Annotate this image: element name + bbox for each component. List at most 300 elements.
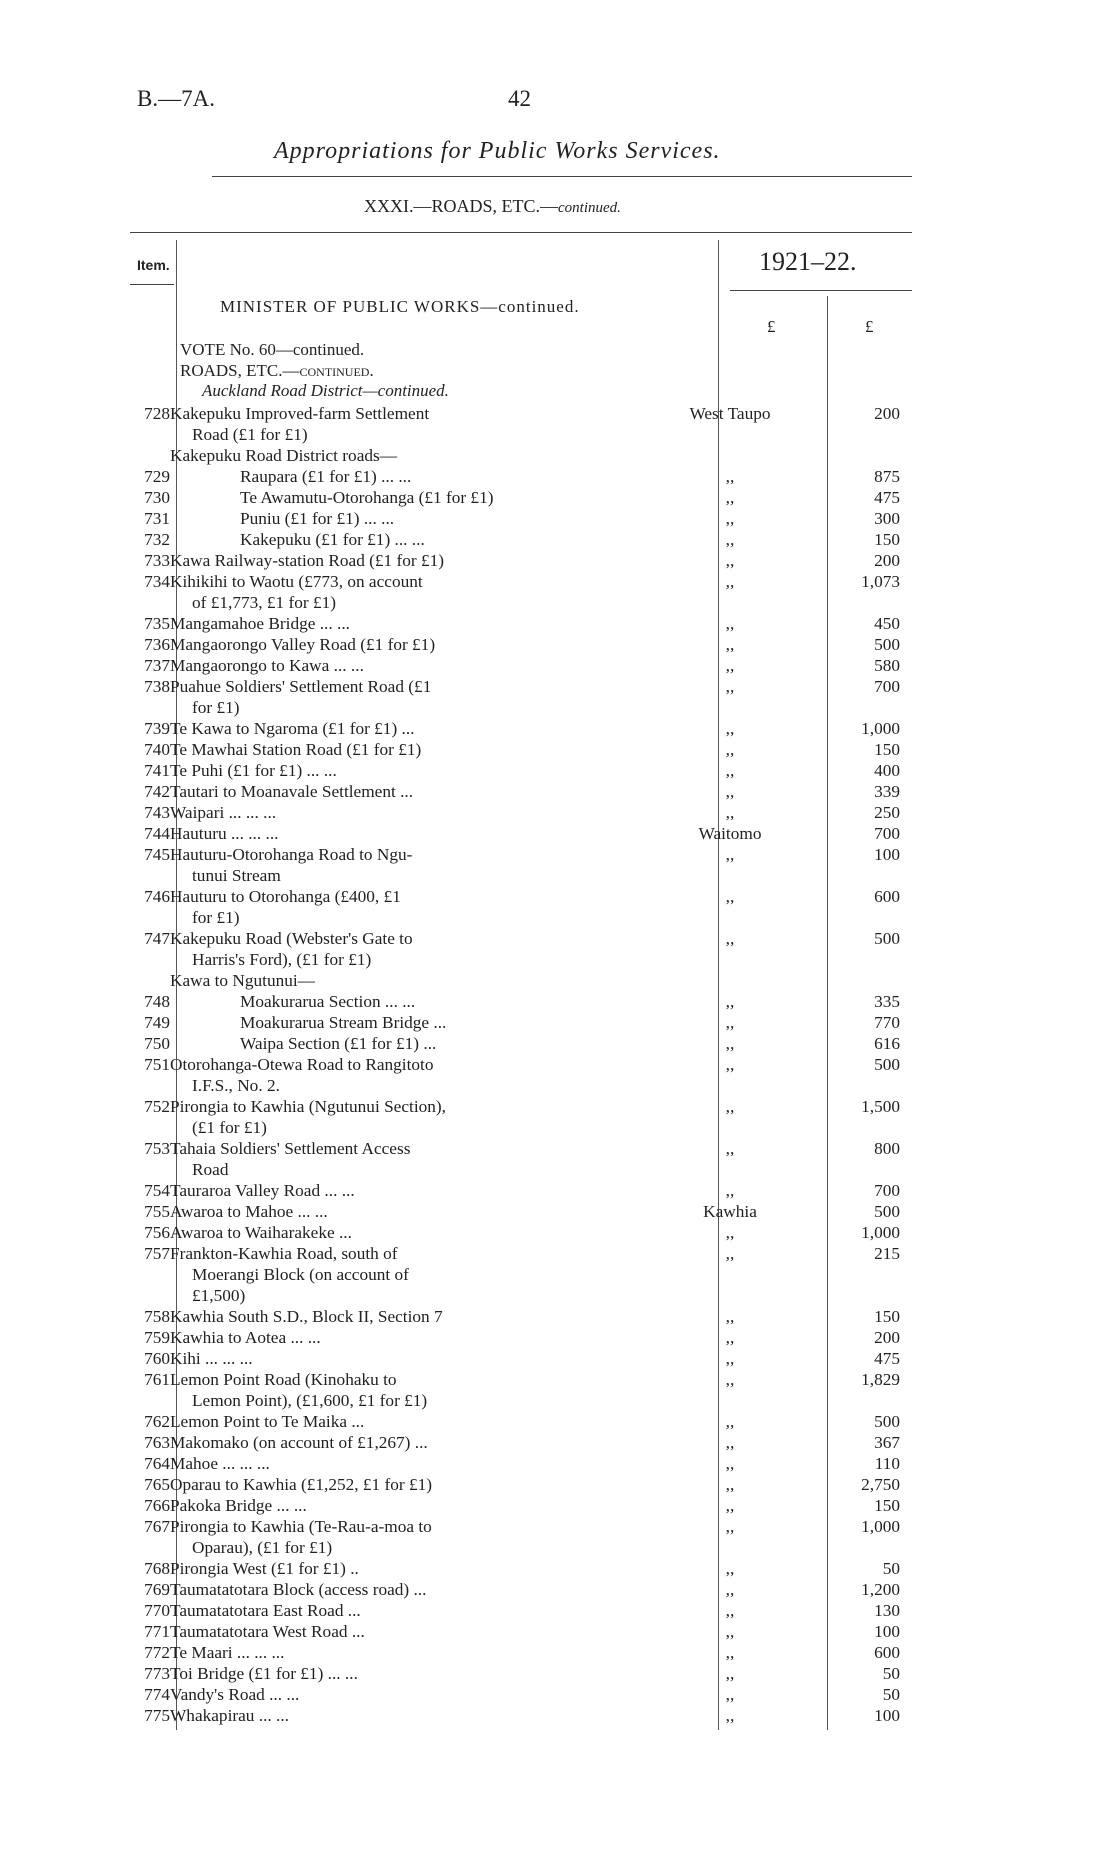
- roads-heading: ROADS, ETC.—continued.: [180, 361, 374, 380]
- electoral-district: ,,: [725, 1517, 735, 1536]
- item-number: 761: [144, 1370, 170, 1389]
- year-header-rule: [730, 290, 912, 291]
- electoral-district: ,,: [725, 1349, 735, 1368]
- item-description: [170, 1495, 670, 1516]
- electoral-district: ,,: [725, 551, 735, 570]
- electoral-district: ,,: [725, 1013, 735, 1032]
- amount: 150: [874, 740, 900, 759]
- electoral-district: ,,: [725, 1370, 735, 1389]
- amount: 475: [874, 488, 900, 507]
- item-number: 764: [144, 1454, 170, 1473]
- item-number: 728: [144, 404, 170, 423]
- item-number: 754: [144, 1181, 170, 1200]
- item-number: 753: [144, 1139, 170, 1158]
- description-line: Raupara (£1 for £1) ... ...: [240, 467, 412, 486]
- item-number: 765: [144, 1475, 170, 1494]
- table-row: [130, 634, 900, 655]
- item-number: 734: [144, 572, 170, 591]
- item-description: [170, 634, 670, 655]
- amount: 1,000: [861, 719, 900, 738]
- year-column-header: 1921–22.: [759, 247, 857, 276]
- electoral-district: ,,: [725, 1181, 735, 1200]
- table-row: [130, 1054, 900, 1096]
- item-number: 729: [144, 467, 170, 486]
- item-description: [170, 844, 670, 886]
- amount: 100: [874, 1622, 900, 1641]
- item-description: [170, 1558, 670, 1579]
- table-row: [130, 718, 900, 739]
- description-line: Moakurarua Stream Bridge ...: [240, 1013, 447, 1032]
- description-continuation: Road (£1 for £1): [192, 425, 308, 444]
- description-line: Pirongia West (£1 for £1) ..: [170, 1559, 359, 1578]
- item-number: 739: [144, 719, 170, 738]
- electoral-district: ,,: [725, 509, 735, 528]
- table-row: [130, 1705, 900, 1726]
- item-description: [170, 823, 670, 844]
- amount: 700: [874, 677, 900, 696]
- description-line: Mangaorongo Valley Road (£1 for £1): [170, 635, 436, 654]
- table-row: [130, 1558, 900, 1579]
- description-line: Lemon Point Road (Kinohaku to: [170, 1370, 397, 1389]
- item-number: 749: [144, 1013, 170, 1032]
- description-line: Te Puhi (£1 for £1) ... ...: [170, 761, 337, 780]
- item-number: 741: [144, 761, 170, 780]
- item-description: [170, 1516, 670, 1558]
- table-row: [130, 1096, 900, 1138]
- description-line: Hauturu to Otorohanga (£400, £1: [170, 887, 401, 906]
- item-description: [170, 466, 670, 487]
- electoral-district: ,,: [725, 992, 735, 1011]
- amount: 500: [874, 1055, 900, 1074]
- item-number: [130, 970, 170, 991]
- item-description: [170, 1684, 670, 1705]
- electoral-district: ,,: [725, 530, 735, 549]
- description-line: Whakapirau ... ...: [170, 1706, 290, 1725]
- amount: 500: [874, 635, 900, 654]
- description-line: Puahue Soldiers' Settlement Road (£1: [170, 677, 432, 696]
- description-line: Toi Bridge (£1 for £1) ... ...: [170, 1664, 358, 1683]
- item-number: 767: [144, 1517, 170, 1536]
- electoral-district: ,,: [725, 1643, 735, 1662]
- description-line: Tautari to Moanavale Settlement ...: [170, 782, 414, 801]
- description-line: Otorohanga-Otewa Road to Rangitoto: [170, 1055, 434, 1074]
- table-row: [130, 1642, 900, 1663]
- amount: 2,750: [861, 1475, 900, 1494]
- description-line: Pirongia to Kawhia (Te-Rau-a-moa to: [170, 1517, 432, 1536]
- electoral-district: ,,: [725, 845, 735, 864]
- electoral-district: ,,: [725, 803, 735, 822]
- item-number: 772: [144, 1643, 170, 1662]
- table-row: [130, 739, 900, 760]
- description-continuation: Lemon Point), (£1,600, £1 for £1): [192, 1391, 428, 1410]
- electoral-district: West Taupo: [689, 404, 771, 423]
- item-number: 745: [144, 845, 170, 864]
- description-continuation: Moerangi Block (on account of: [192, 1265, 409, 1284]
- amount: 339: [874, 782, 900, 801]
- item-description: [170, 508, 670, 529]
- table-row: [130, 1138, 900, 1180]
- electoral-district: ,,: [725, 614, 735, 633]
- description-continuation: Road: [192, 1160, 229, 1179]
- item-number: [130, 445, 170, 466]
- item-number: 771: [144, 1622, 170, 1641]
- item-number: 763: [144, 1433, 170, 1452]
- district-heading: Auckland Road District—continued.: [202, 381, 449, 400]
- description-line: Kawhia South S.D., Block II, Section 7: [170, 1307, 443, 1326]
- electoral-district: ,,: [725, 1580, 735, 1599]
- page-title: Appropriations for Public Works Services.: [274, 138, 721, 164]
- description-line: Makomako (on account of £1,267) ...: [170, 1433, 428, 1452]
- table-row: [130, 844, 900, 886]
- item-number: 731: [144, 509, 170, 528]
- description-line: Kakepuku Improved-farm Settlement: [170, 404, 430, 423]
- table-row: [130, 1201, 900, 1222]
- electoral-district: ,,: [725, 572, 735, 591]
- amount: 700: [874, 824, 900, 843]
- item-description: [170, 571, 670, 613]
- item-number: 775: [144, 1706, 170, 1725]
- electoral-district: ,,: [725, 656, 735, 675]
- amount: 500: [874, 1202, 900, 1221]
- item-description: [170, 1243, 670, 1306]
- description-line: Tahaia Soldiers' Settlement Access: [170, 1139, 411, 1158]
- amount: 500: [874, 1412, 900, 1431]
- table-row: [130, 1495, 900, 1516]
- item-description: [170, 1201, 670, 1222]
- description-line: Moakurarua Section ... ...: [240, 992, 416, 1011]
- table-row: [130, 550, 900, 571]
- amount: 100: [874, 1706, 900, 1725]
- table-row: [130, 1453, 900, 1474]
- amount: 200: [874, 551, 900, 570]
- description-line: Hauturu ... ... ...: [170, 824, 279, 843]
- minister-heading: MINISTER OF PUBLIC WORKS—continued.: [220, 297, 580, 316]
- amount: 1,000: [861, 1517, 900, 1536]
- description-line: Te Mawhai Station Road (£1 for £1): [170, 740, 422, 759]
- description-line: Mahoe ... ... ...: [170, 1454, 270, 1473]
- item-number: 730: [144, 488, 170, 507]
- page-number: 42: [508, 86, 531, 111]
- electoral-district: ,,: [725, 1244, 735, 1263]
- item-number: 756: [144, 1223, 170, 1242]
- amount: 150: [874, 530, 900, 549]
- electoral-district: ,,: [725, 1055, 735, 1074]
- amount: 580: [874, 656, 900, 675]
- electoral-district: ,,: [725, 782, 735, 801]
- table-row: [130, 1684, 900, 1705]
- pound-header-1: £: [767, 317, 776, 336]
- item-number: 750: [144, 1034, 170, 1053]
- table-row: [130, 1621, 900, 1642]
- table-row: [130, 445, 900, 466]
- amount: 200: [874, 1328, 900, 1347]
- electoral-district: ,,: [725, 1454, 735, 1473]
- item-description: [170, 1432, 670, 1453]
- description-line: Waipari ... ... ...: [170, 803, 277, 822]
- table-row: [130, 466, 900, 487]
- amount: 450: [874, 614, 900, 633]
- item-description: [170, 1033, 670, 1054]
- item-number: 773: [144, 1664, 170, 1683]
- item-description: [170, 718, 670, 739]
- amount: 100: [874, 845, 900, 864]
- electoral-district: Kawhia: [703, 1202, 757, 1221]
- table-row: [130, 676, 900, 718]
- item-number: 744: [144, 824, 170, 843]
- electoral-district: ,,: [725, 1706, 735, 1725]
- item-description: [170, 760, 670, 781]
- table-row: [130, 1033, 900, 1054]
- electoral-district: ,,: [725, 1097, 735, 1116]
- item-number: 746: [144, 887, 170, 906]
- amount: 335: [874, 992, 900, 1011]
- item-description: [170, 1054, 670, 1096]
- item-number: 759: [144, 1328, 170, 1347]
- description-line: Awaroa to Waiharakeke ...: [170, 1223, 352, 1242]
- table-row: [130, 529, 900, 550]
- amount: 616: [874, 1034, 900, 1053]
- description-line: Hauturu-Otorohanga Road to Ngu-: [170, 845, 413, 864]
- item-number: 743: [144, 803, 170, 822]
- item-description: [170, 655, 670, 676]
- item-description: [170, 1579, 670, 1600]
- item-number: 742: [144, 782, 170, 801]
- item-number: 757: [144, 1244, 170, 1263]
- item-description: [170, 1138, 670, 1180]
- description-continuation: (£1 for £1): [192, 1118, 267, 1137]
- table-row: [130, 1306, 900, 1327]
- description-line: Kakepuku Road District roads—: [170, 446, 398, 465]
- item-description: [170, 1663, 670, 1684]
- table-row: [130, 886, 900, 928]
- item-description: [170, 1096, 670, 1138]
- electoral-district: ,,: [725, 467, 735, 486]
- table-row: [130, 991, 900, 1012]
- table-row: [130, 655, 900, 676]
- item-description: [170, 1222, 670, 1243]
- description-line: Kihi ... ... ...: [170, 1349, 253, 1368]
- table-row: [130, 1348, 900, 1369]
- item-description: [170, 445, 670, 466]
- item-description: [170, 676, 670, 718]
- electoral-district: ,,: [725, 740, 735, 759]
- electoral-district: ,,: [725, 887, 735, 906]
- table-row: [130, 1180, 900, 1201]
- item-description: [170, 487, 670, 508]
- item-description: [170, 739, 670, 760]
- table-row: [130, 1369, 900, 1411]
- table-row: [130, 403, 900, 445]
- pound-header-2: £: [865, 317, 874, 336]
- title-rule: [212, 176, 912, 177]
- table-row: [130, 1222, 900, 1243]
- description-continuation: of £1,773, £1 for £1): [192, 593, 336, 612]
- description-continuation: I.F.S., No. 2.: [192, 1076, 280, 1095]
- electoral-district: ,,: [725, 1223, 735, 1242]
- amount: 400: [874, 761, 900, 780]
- item-description: [170, 1012, 670, 1033]
- item-number: 762: [144, 1412, 170, 1431]
- amount: [790, 445, 900, 466]
- table-row: [130, 1327, 900, 1348]
- description-line: Frankton-Kawhia Road, south of: [170, 1244, 398, 1263]
- electoral-district: ,,: [725, 677, 735, 696]
- item-description: [170, 1453, 670, 1474]
- amount: 700: [874, 1181, 900, 1200]
- amount: [790, 970, 900, 991]
- description-continuation: tunui Stream: [192, 866, 281, 885]
- amount: 200: [874, 404, 900, 423]
- item-description: [170, 1411, 670, 1432]
- item-number: 738: [144, 677, 170, 696]
- amount: 1,500: [861, 1097, 900, 1116]
- amount: 875: [874, 467, 900, 486]
- item-number: 774: [144, 1685, 170, 1704]
- amount: 215: [874, 1244, 900, 1263]
- description-line: Puniu (£1 for £1) ... ...: [240, 509, 395, 528]
- table-row: [130, 781, 900, 802]
- amount: 50: [882, 1559, 900, 1578]
- electoral-district: Waitomo: [698, 824, 762, 843]
- description-line: Kakepuku Road (Webster's Gate to: [170, 929, 413, 948]
- item-description: [170, 1327, 670, 1348]
- amount: 150: [874, 1307, 900, 1326]
- table-row: [130, 1663, 900, 1684]
- electoral-district: ,,: [725, 1328, 735, 1347]
- item-description: [170, 1600, 670, 1621]
- electoral-district: ,,: [725, 1496, 735, 1515]
- item-number: 737: [144, 656, 170, 675]
- amount: 250: [874, 803, 900, 822]
- item-description: [170, 970, 670, 991]
- description-line: Taumatatotara West Road ...: [170, 1622, 365, 1641]
- electoral-district: ,,: [725, 1034, 735, 1053]
- amount: 600: [874, 1643, 900, 1662]
- amount: 130: [874, 1601, 900, 1620]
- table-row: [130, 1516, 900, 1558]
- description-continuation: Harris's Ford), (£1 for £1): [192, 950, 372, 969]
- table-row: [130, 802, 900, 823]
- electoral-district: ,,: [725, 635, 735, 654]
- description-line: Kihikihi to Waotu (£773, on account: [170, 572, 423, 591]
- amount: 1,200: [861, 1580, 900, 1599]
- amount: 367: [874, 1433, 900, 1452]
- electoral-district: ,,: [725, 1475, 735, 1494]
- description-continuation: for £1): [192, 698, 240, 717]
- amount: 600: [874, 887, 900, 906]
- table-row: [130, 970, 900, 991]
- table-row: [130, 571, 900, 613]
- electoral-district: ,,: [725, 1664, 735, 1683]
- amount: 1,000: [861, 1223, 900, 1242]
- electoral-district: [670, 970, 790, 991]
- item-number: 769: [144, 1580, 170, 1599]
- amount: 770: [874, 1013, 900, 1032]
- vote-heading: VOTE No. 60—continued.: [180, 340, 365, 359]
- item-number: 747: [144, 929, 170, 948]
- description-line: Te Maari ... ... ...: [170, 1643, 285, 1662]
- description-line: Kawa to Ngutunui—: [170, 971, 315, 990]
- item-number: 748: [144, 992, 170, 1011]
- table-row: [130, 1243, 900, 1306]
- electoral-district: ,,: [725, 488, 735, 507]
- item-number: 733: [144, 551, 170, 570]
- description-line: Mangaorongo to Kawa ... ...: [170, 656, 364, 675]
- item-description: [170, 1180, 670, 1201]
- item-number: 736: [144, 635, 170, 654]
- description-continuation: Oparau), (£1 for £1): [192, 1538, 333, 1557]
- table-row: [130, 823, 900, 844]
- table-row: [130, 1432, 900, 1453]
- amount: 1,829: [861, 1370, 900, 1389]
- item-description: [170, 928, 670, 970]
- table-row: [130, 760, 900, 781]
- item-description: [170, 1474, 670, 1495]
- item-description: [170, 1306, 670, 1327]
- item-description: [170, 1348, 670, 1369]
- electoral-district: ,,: [725, 929, 735, 948]
- amount: 1,073: [861, 572, 900, 591]
- description-line: Mangamahoe Bridge ... ...: [170, 614, 350, 633]
- table-row: [130, 613, 900, 634]
- item-number: 758: [144, 1307, 170, 1326]
- electoral-district: ,,: [725, 719, 735, 738]
- item-description: [170, 403, 670, 445]
- item-description: [170, 1642, 670, 1663]
- appropriations-table: [130, 403, 900, 1726]
- table-row: [130, 1474, 900, 1495]
- item-description: [170, 991, 670, 1012]
- item-number: 735: [144, 614, 170, 633]
- electoral-district: ,,: [725, 1622, 735, 1641]
- item-number: 755: [144, 1202, 170, 1221]
- item-description: [170, 802, 670, 823]
- item-header-rule: [130, 284, 174, 285]
- description-line: Taumatatotara East Road ...: [170, 1601, 361, 1620]
- description-line: Kakepuku (£1 for £1) ... ...: [240, 530, 425, 549]
- description-line: Te Kawa to Ngaroma (£1 for £1) ...: [170, 719, 415, 738]
- table-row: [130, 1579, 900, 1600]
- electoral-district: ,,: [725, 1433, 735, 1452]
- description-continuation: £1,500): [192, 1286, 246, 1305]
- item-description: [170, 1621, 670, 1642]
- description-continuation: for £1): [192, 908, 240, 927]
- section-subtitle: XXXI.—ROADS, ETC.—continued.: [364, 196, 621, 216]
- item-number: 760: [144, 1349, 170, 1368]
- table-row: [130, 1600, 900, 1621]
- description-line: Tauraroa Valley Road ... ...: [170, 1181, 355, 1200]
- description-line: Awaroa to Mahoe ... ...: [170, 1202, 328, 1221]
- electoral-district: [670, 445, 790, 466]
- electoral-district: ,,: [725, 1412, 735, 1431]
- table-row: [130, 508, 900, 529]
- description-line: Taumatatotara Block (access road) ...: [170, 1580, 427, 1599]
- electoral-district: ,,: [725, 1559, 735, 1578]
- header-rule: [130, 232, 912, 233]
- amount: 50: [882, 1685, 900, 1704]
- table-row: [130, 487, 900, 508]
- table-row: [130, 1012, 900, 1033]
- description-line: Waipa Section (£1 for £1) ...: [240, 1034, 437, 1053]
- description-line: Vandy's Road ... ...: [170, 1685, 300, 1704]
- table-row: [130, 1411, 900, 1432]
- item-number: 752: [144, 1097, 170, 1116]
- electoral-district: ,,: [725, 1601, 735, 1620]
- document-reference: B.—7A.: [137, 86, 215, 111]
- description-line: Pirongia to Kawhia (Ngutunui Section),: [170, 1097, 446, 1116]
- amount: 500: [874, 929, 900, 948]
- amount: 800: [874, 1139, 900, 1158]
